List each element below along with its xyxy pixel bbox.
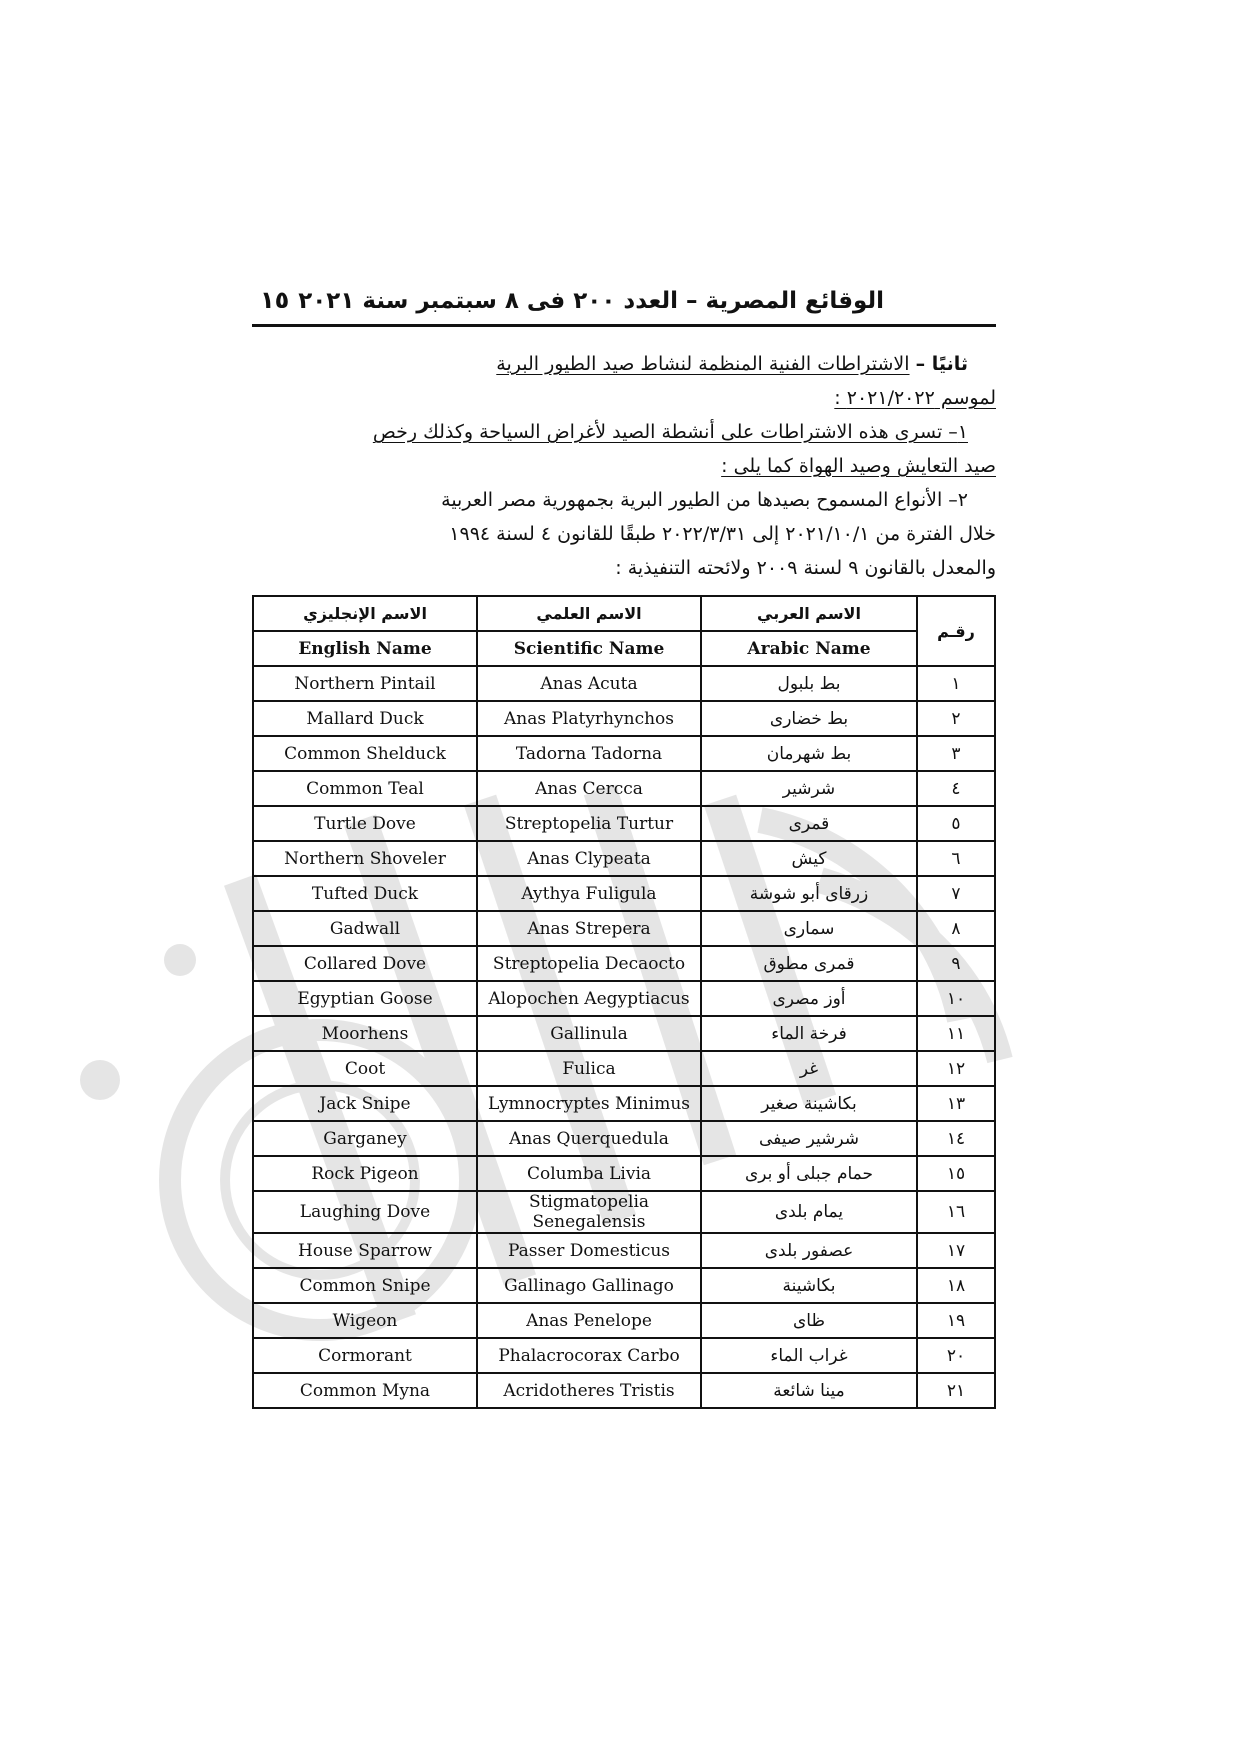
header-english-name-ar: الاسم الإنجليزي	[253, 596, 477, 631]
english-name-cell: Northern Pintail	[253, 666, 477, 701]
section-heading	[252, 347, 996, 415]
table-row	[253, 1233, 995, 1268]
section-heading-line2: لموسم ٢٠٢١/٢٠٢٢ :	[834, 387, 996, 409]
arabic-name-cell: بكاشينة	[701, 1268, 917, 1303]
arabic-name-cell: فرخة الماء	[701, 1016, 917, 1051]
english-name-cell: Common Snipe	[253, 1268, 477, 1303]
table-row	[253, 876, 995, 911]
clause-2-line2: خلال الفترة من ٢٠٢١/١٠/١ إلى ٢٠٢٢/٣/٣١ طبقًا للقانون ٤ لسنة ١٩٩٤	[449, 523, 996, 545]
scientific-name-cell: Columba Livia	[477, 1156, 701, 1191]
row-number: ٦	[917, 841, 995, 876]
table-row	[253, 1016, 995, 1051]
scientific-name-cell: Alopochen Aegyptiacus	[477, 981, 701, 1016]
table-row	[253, 1191, 995, 1233]
arabic-name-cell: غراب الماء	[701, 1338, 917, 1373]
row-number: ١٧	[917, 1233, 995, 1268]
table-row	[253, 1051, 995, 1086]
row-number: ٨	[917, 911, 995, 946]
clause-1-line1: ١– تسرى هذه الاشتراطات على أنشطة الصيد لأغراض السياحة وكذلك رخص	[372, 421, 968, 443]
table-row	[253, 701, 995, 736]
scientific-name-cell: Anas Acuta	[477, 666, 701, 701]
arabic-name-cell: زرقاى أبو شوشة	[701, 876, 917, 911]
row-number: ٩	[917, 946, 995, 981]
table-row	[253, 1268, 995, 1303]
table-row	[253, 1303, 995, 1338]
row-number: ١٢	[917, 1051, 995, 1086]
clause-1	[252, 415, 996, 483]
header-arabic-name-ar: الاسم العربي	[701, 596, 917, 631]
english-name-cell: Garganey	[253, 1121, 477, 1156]
scientific-name-cell: Lymnocryptes Minimus	[477, 1086, 701, 1121]
page-number: ١٥	[260, 286, 290, 314]
header-english-name-en: English Name	[253, 631, 477, 666]
row-number: ١١	[917, 1016, 995, 1051]
header-arabic-name-en: Arabic Name	[701, 631, 917, 666]
english-name-cell: Egyptian Goose	[253, 981, 477, 1016]
section-lead: ثانيًا –	[915, 353, 968, 375]
scientific-name-cell: Anas Strepera	[477, 911, 701, 946]
clause-2-line3: والمعدل بالقانون ٩ لسنة ٢٠٠٩ ولائحته التنفيذية :	[615, 557, 996, 579]
scientific-name-cell: Acridotheres Tristis	[477, 1373, 701, 1408]
table-row	[253, 1373, 995, 1408]
scientific-name-cell: Aythya Fuligula	[477, 876, 701, 911]
english-name-cell: Gadwall	[253, 911, 477, 946]
row-number: ٧	[917, 876, 995, 911]
page-header	[252, 280, 996, 327]
row-number: ٣	[917, 736, 995, 771]
table-row	[253, 1121, 995, 1156]
document-page	[252, 280, 996, 1409]
scientific-name-cell: Passer Domesticus	[477, 1233, 701, 1268]
arabic-name-cell: يمام بلدى	[701, 1191, 917, 1233]
english-name-cell: Common Teal	[253, 771, 477, 806]
scientific-name-cell: Anas Clypeata	[477, 841, 701, 876]
scientific-name-cell: Tadorna Tadorna	[477, 736, 701, 771]
table-header-row-english	[253, 631, 995, 666]
arabic-name-cell: كيش	[701, 841, 917, 876]
arabic-name-cell: بط بلبول	[701, 666, 917, 701]
english-name-cell: Jack Snipe	[253, 1086, 477, 1121]
row-number: ٥	[917, 806, 995, 841]
row-number: ١٦	[917, 1191, 995, 1233]
scientific-name-cell: Anas Querquedula	[477, 1121, 701, 1156]
scientific-name-cell: Anas Penelope	[477, 1303, 701, 1338]
arabic-name-cell: شرشير	[701, 771, 917, 806]
table-header-row-arabic	[253, 596, 995, 631]
table-body	[253, 666, 995, 1408]
english-name-cell: Mallard Duck	[253, 701, 477, 736]
english-name-cell: Northern Shoveler	[253, 841, 477, 876]
row-number: ٤	[917, 771, 995, 806]
english-name-cell: Laughing Dove	[253, 1191, 477, 1233]
english-name-cell: House Sparrow	[253, 1233, 477, 1268]
row-number: ٢١	[917, 1373, 995, 1408]
row-number: ١٨	[917, 1268, 995, 1303]
arabic-name-cell: قمرى	[701, 806, 917, 841]
header-scientific-name-en: Scientific Name	[477, 631, 701, 666]
table-row	[253, 841, 995, 876]
row-number: ١٣	[917, 1086, 995, 1121]
scientific-name-cell: Stigmatopelia Senegalensis	[477, 1191, 701, 1233]
row-number: ١٠	[917, 981, 995, 1016]
english-name-cell: Common Myna	[253, 1373, 477, 1408]
gazette-title: الوقائع المصرية – العدد ٢٠٠ فى ٨ سبتمبر سنة ٢٠٢١	[298, 288, 884, 314]
table-row	[253, 911, 995, 946]
section-heading-line1: الاشتراطات الفنية المنظمة لنشاط صيد الطيور البرية	[496, 353, 910, 375]
scientific-name-cell: Gallinago Gallinago	[477, 1268, 701, 1303]
table-row	[253, 1086, 995, 1121]
arabic-name-cell: ظاى	[701, 1303, 917, 1338]
english-name-cell: Cormorant	[253, 1338, 477, 1373]
clause-2	[252, 483, 996, 585]
header-number: رقـم	[917, 596, 995, 666]
arabic-name-cell: بكاشينة صغير	[701, 1086, 917, 1121]
arabic-name-cell: حمام جبلى أو برى	[701, 1156, 917, 1191]
table-row	[253, 666, 995, 701]
scientific-name-cell: Phalacrocorax Carbo	[477, 1338, 701, 1373]
english-name-cell: Moorhens	[253, 1016, 477, 1051]
english-name-cell: Wigeon	[253, 1303, 477, 1338]
arabic-name-cell: عصفور بلدى	[701, 1233, 917, 1268]
english-name-cell: Rock Pigeon	[253, 1156, 477, 1191]
scientific-name-cell: Streptopelia Turtur	[477, 806, 701, 841]
scientific-name-cell: Gallinula	[477, 1016, 701, 1051]
table-row	[253, 946, 995, 981]
table-row	[253, 1338, 995, 1373]
row-number: ١٥	[917, 1156, 995, 1191]
scientific-name-cell: Streptopelia Decaocto	[477, 946, 701, 981]
row-number: ١٩	[917, 1303, 995, 1338]
arabic-name-cell: مينا شائعة	[701, 1373, 917, 1408]
english-name-cell: Collared Dove	[253, 946, 477, 981]
row-number: ١٤	[917, 1121, 995, 1156]
table-row	[253, 736, 995, 771]
clause-1-line2: صيد التعايش وصيد الهواة كما يلى :	[721, 455, 996, 477]
arabic-name-cell: بط شهرمان	[701, 736, 917, 771]
english-name-cell: Common Shelduck	[253, 736, 477, 771]
scientific-name-cell: Fulica	[477, 1051, 701, 1086]
birds-table	[252, 595, 996, 1409]
table-row	[253, 771, 995, 806]
scientific-name-cell: Anas Cercca	[477, 771, 701, 806]
english-name-cell: Tufted Duck	[253, 876, 477, 911]
english-name-cell: Coot	[253, 1051, 477, 1086]
table-row	[253, 1156, 995, 1191]
row-number: ٢	[917, 701, 995, 736]
arabic-name-cell: قمرى مطوق	[701, 946, 917, 981]
english-name-cell: Turtle Dove	[253, 806, 477, 841]
arabic-name-cell: أوز مصرى	[701, 981, 917, 1016]
scientific-name-cell: Anas Platyrhynchos	[477, 701, 701, 736]
table-row	[253, 981, 995, 1016]
clause-2-line1: ٢– الأنواع المسموح بصيدها من الطيور البرية بجمهورية مصر العربية	[441, 489, 968, 511]
table-row	[253, 806, 995, 841]
header-scientific-name-ar: الاسم العلمي	[477, 596, 701, 631]
arabic-name-cell: غر	[701, 1051, 917, 1086]
row-number: ٢٠	[917, 1338, 995, 1373]
arabic-name-cell: شرشير صيفى	[701, 1121, 917, 1156]
arabic-name-cell: سمارى	[701, 911, 917, 946]
row-number: ١	[917, 666, 995, 701]
arabic-name-cell: بط خضارى	[701, 701, 917, 736]
